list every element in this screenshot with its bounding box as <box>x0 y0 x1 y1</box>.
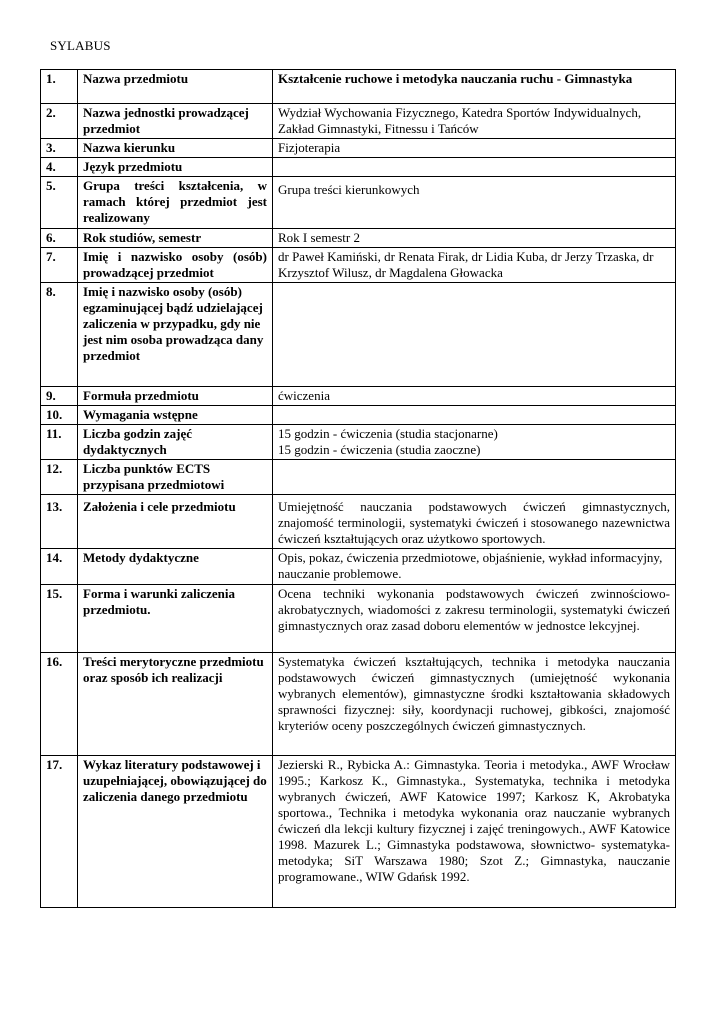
row-number: 9. <box>41 387 78 406</box>
table-row <box>41 248 676 283</box>
row-number: 7. <box>41 248 78 283</box>
table-row <box>41 229 676 248</box>
table-row <box>41 387 676 406</box>
row-label: Metody dydaktyczne <box>78 549 273 585</box>
row-label: Rok studiów, semestr <box>78 229 273 248</box>
row-value: dr Paweł Kamiński, dr Renata Firak, dr Lidia Kuba, dr Jerzy Trzaska, dr Krzysztof Wilusz, dr Magdalena Głowacka <box>273 248 676 283</box>
table-row <box>41 158 676 177</box>
row-label: Założenia i cele przedmiotu <box>78 495 273 549</box>
row-label: Nazwa jednostki prowadzącej przedmiot <box>78 104 273 139</box>
table-row <box>41 70 676 104</box>
row-number: 6. <box>41 229 78 248</box>
row-label: Język przedmiotu <box>78 158 273 177</box>
row-value <box>273 460 676 495</box>
row-label: Imię i nazwisko osoby (osób) prowadzącej przedmiot <box>78 248 273 283</box>
row-value: ćwiczenia <box>273 387 676 406</box>
row-value: Umiejętność nauczania podstawowych ćwiczeń gimnastycznych, znajomość terminologii, systematyki ćwiczeń i stosowanego nazewnictwa ćwiczeń kształtujących oraz użytkowo sportowych. <box>273 495 676 549</box>
hours-line-part-time: 15 godzin - ćwiczenia (studia zaoczne) <box>278 442 481 457</box>
row-number: 13. <box>41 495 78 549</box>
row-number: 2. <box>41 104 78 139</box>
table-row <box>41 425 676 460</box>
row-value <box>273 158 676 177</box>
row-value <box>273 425 676 460</box>
row-number: 4. <box>41 158 78 177</box>
row-value: Rok I semestr 2 <box>273 229 676 248</box>
row-value: Wydział Wychowania Fizycznego, Katedra Sportów Indywidualnych, Zakład Gimnastyki, Fitnessu i Tańców <box>273 104 676 139</box>
table-row <box>41 585 676 653</box>
document-title: SYLABUS <box>50 38 111 53</box>
row-value <box>273 406 676 425</box>
row-label: Grupa treści kształcenia, w ramach której przedmiot jest realizowany <box>78 177 273 229</box>
row-number: 1. <box>41 70 78 104</box>
row-value: Kształcenie ruchowe i metodyka nauczania ruchu - Gimnastyka <box>273 70 676 104</box>
row-number: 14. <box>41 549 78 585</box>
row-label: Wykaz literatury podstawowej i uzupełniającej, obowiązującej do zaliczenia danego przedmiotu <box>78 756 273 908</box>
row-value: Jezierski R., Rybicka A.: Gimnastyka. Teoria i metodyka., AWF Wrocław 1995.; Karkosz K., Gimnastyka., Systematyka, technika i metodyka wybranych ćwiczeń, AWF Katowice 1997; Karkosz K, Akrobatyka sportowa., Technika i metodyka wykonania oraz nauczanie wybranych ćwiczeń dla lekcji kultury fizycznej i zajęć treningowych., AWF Katowice 1998. Mazurek L.; Gimnastyka podstawowa, słownictwo- systematyka-metodyka; SiT Warszawa 1980; Szot Z.; Gimnastyka, nauczanie programowane., WIW Gdańsk 1992. <box>273 756 676 908</box>
row-label: Nazwa przedmiotu <box>78 70 273 104</box>
table-row <box>41 177 676 229</box>
row-number: 16. <box>41 653 78 756</box>
row-number: 5. <box>41 177 78 229</box>
row-number: 15. <box>41 585 78 653</box>
row-label: Imię i nazwisko osoby (osób) egzaminującej bądź udzielającej zaliczenia w przypadku, gdy nie jest nim osoba prowadząca dany przedmiot <box>78 283 273 387</box>
row-number: 11. <box>41 425 78 460</box>
row-label: Forma i warunki zaliczenia przedmiotu. <box>78 585 273 653</box>
table-row <box>41 139 676 158</box>
table-row <box>41 104 676 139</box>
row-label: Liczba punktów ECTS przypisana przedmiotowi <box>78 460 273 495</box>
row-label: Treści merytoryczne przedmiotu oraz sposób ich realizacji <box>78 653 273 756</box>
table-row <box>41 283 676 387</box>
table-row <box>41 653 676 756</box>
row-value: Fizjoterapia <box>273 139 676 158</box>
row-value: Grupa treści kierunkowych <box>273 177 676 229</box>
table-row <box>41 406 676 425</box>
row-value: Systematyka ćwiczeń kształtujących, technika i metodyka nauczania podstawowych ćwiczeń gimnastycznych (umiejętność wykonania wybranych elementów), gimnastyczne środki kształtowania składowych sprawności fizycznej: siły, koordynacji ruchowej, gibkości, znajomość kryteriów oceny poszczególnych ćwiczeń gimnastycznych. <box>273 653 676 756</box>
row-number: 17. <box>41 756 78 908</box>
row-value <box>273 283 676 387</box>
row-label: Liczba godzin zajęć dydaktycznych <box>78 425 273 460</box>
row-label: Nazwa kierunku <box>78 139 273 158</box>
row-number: 10. <box>41 406 78 425</box>
hours-line-full-time: 15 godzin - ćwiczenia (studia stacjonarne) <box>278 426 498 441</box>
table-row <box>41 460 676 495</box>
table-row <box>41 495 676 549</box>
row-value: Opis, pokaz, ćwiczenia przedmiotowe, objaśnienie, wykład informacyjny, nauczanie problemowe. <box>273 549 676 585</box>
table-row <box>41 549 676 585</box>
table-row <box>41 756 676 908</box>
syllabus-table <box>40 69 676 908</box>
row-value: Ocena techniki wykonania podstawowych ćwiczeń zwinnościowo-akrobatycznych, wiadomości z zakresu terminologii, systematyki ćwiczeń gimnastycznych oraz zasad doboru elementów w jednostce lekcyjnej. <box>273 585 676 653</box>
row-label: Wymagania wstępne <box>78 406 273 425</box>
row-number: 8. <box>41 283 78 387</box>
row-label: Formuła przedmiotu <box>78 387 273 406</box>
row-number: 3. <box>41 139 78 158</box>
row-number: 12. <box>41 460 78 495</box>
